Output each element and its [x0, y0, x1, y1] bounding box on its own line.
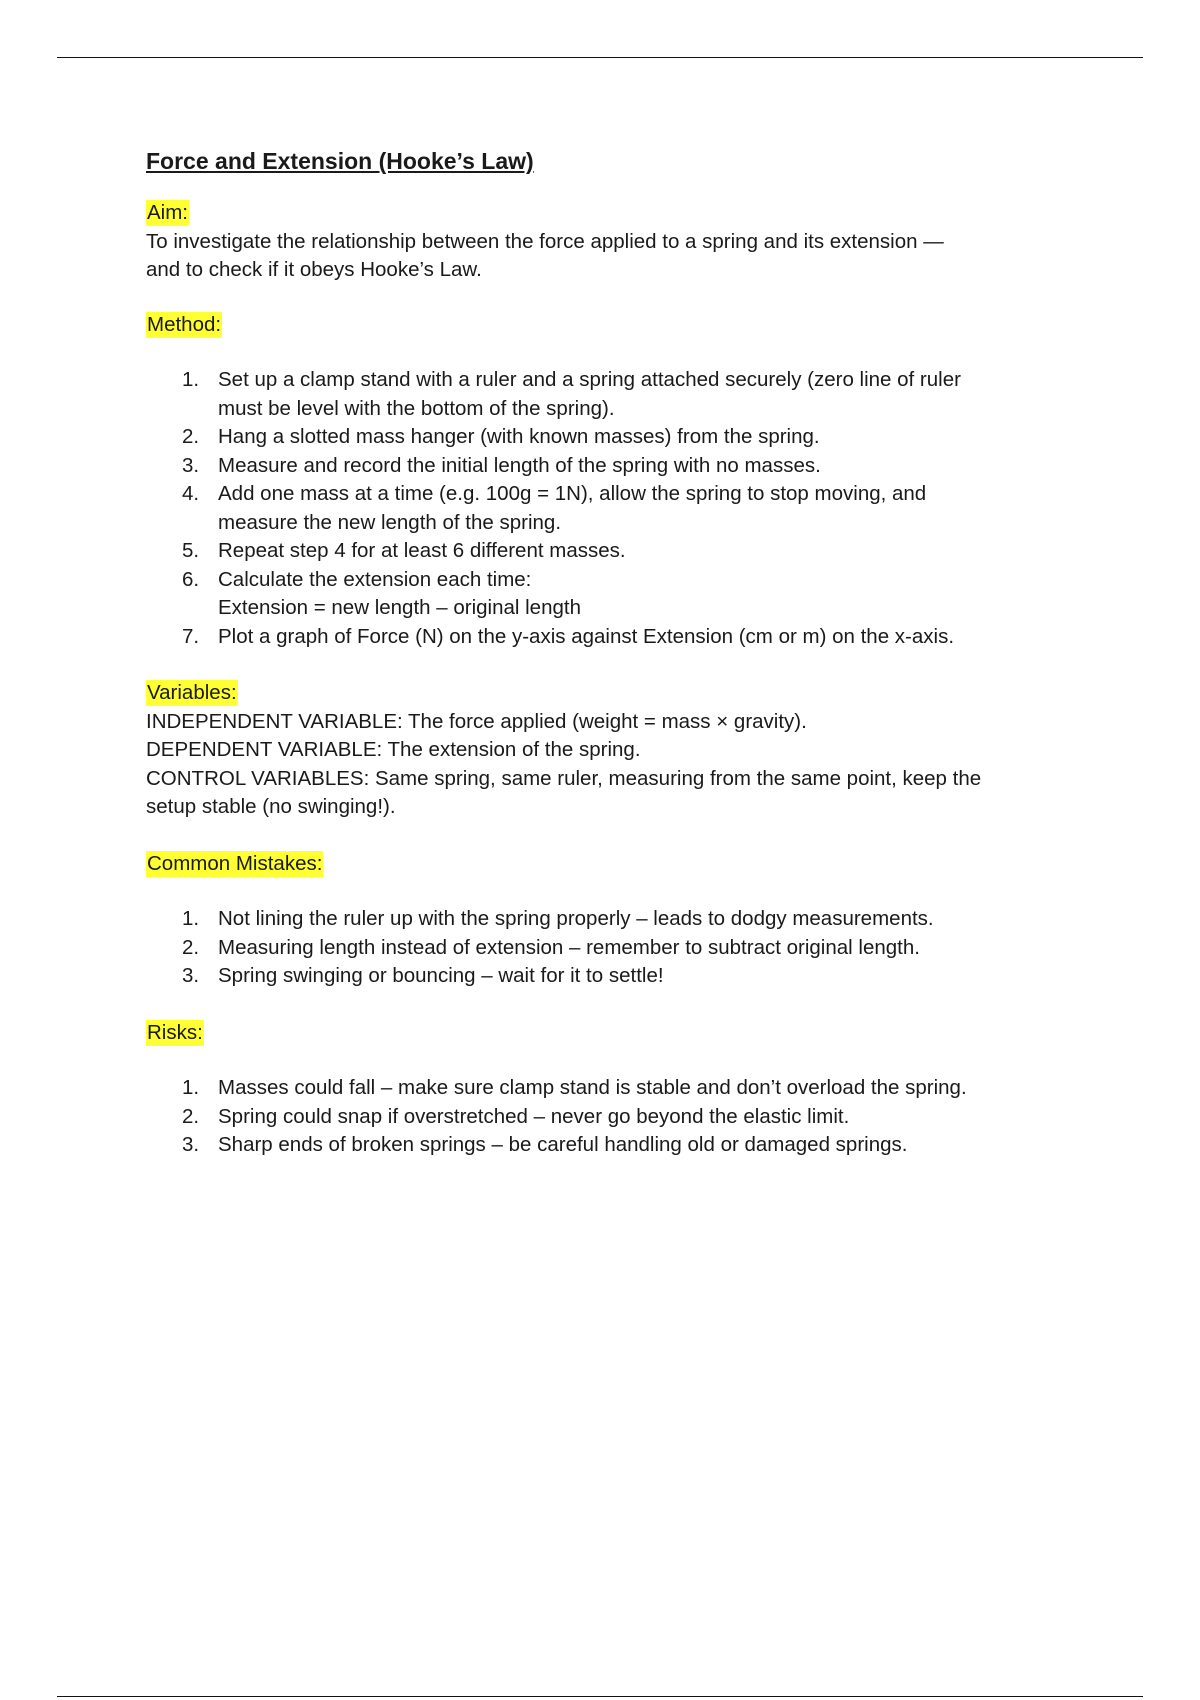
step-text: Repeat step 4 for at least 6 different masses. — [218, 539, 626, 562]
step-text: Hang a slotted mass hanger (with known masses) from the spring. — [218, 425, 820, 448]
item-number: 3. — [182, 964, 200, 987]
step-text: Add one mass at a time (e.g. 100g = 1N), allow the spring to stop moving, and — [218, 482, 927, 505]
list-item — [146, 537, 1046, 566]
step-number: 5. — [182, 539, 200, 562]
list-item — [146, 934, 1046, 963]
document-body — [146, 146, 1046, 1160]
list-item — [146, 1074, 1046, 1103]
risks-list — [146, 1074, 1046, 1160]
method-steps-list — [146, 366, 1046, 651]
item-number: 1. — [182, 1076, 200, 1099]
item-text: Spring swinging or bouncing – wait for it to settle! — [218, 964, 664, 987]
item-text: Masses could fall – make sure clamp stand is stable and don’t overload the spring. — [218, 1076, 967, 1099]
step-text: Set up a clamp stand with a ruler and a spring attached securely (zero line of ruler — [218, 368, 961, 391]
item-number: 2. — [182, 935, 200, 959]
step-text: Calculate the extension each time: — [218, 567, 532, 591]
list-item — [146, 905, 1046, 934]
step-number: 2. — [182, 425, 200, 448]
control-variables-line-2: setup stable (no swinging!). — [146, 795, 396, 818]
aim-text-line-2: and to check if it obeys Hooke’s Law. — [146, 258, 482, 281]
list-item — [146, 480, 1046, 537]
item-text: Not lining the ruler up with the spring properly – leads to dodgy measurements. — [218, 907, 934, 930]
page-title: Force and Extension (Hooke’s Law) — [146, 148, 534, 174]
mistakes-list — [146, 905, 1046, 991]
step-number: 1. — [182, 368, 200, 391]
list-item — [146, 1131, 1046, 1160]
list-item — [146, 366, 1046, 423]
item-number: 1. — [182, 907, 200, 930]
step-text-continued: must be level with the bottom of the spring). — [218, 396, 615, 420]
step-number: 7. — [182, 624, 200, 648]
step-number: 3. — [182, 453, 200, 477]
list-item — [146, 566, 1046, 623]
risks-section — [146, 1019, 1046, 1160]
item-number: 2. — [182, 1104, 200, 1128]
mistakes-section — [146, 850, 1046, 991]
dependent-variable: DEPENDENT VARIABLE: The extension of the spring. — [146, 738, 641, 761]
header-rule — [57, 57, 1143, 58]
control-variables-line-1: CONTROL VARIABLES: Same spring, same ruler, measuring from the same point, keep the — [146, 766, 982, 790]
aim-text-line-1: To investigate the relationship between the force applied to a spring and its extension — — [146, 229, 944, 253]
variables-heading: Variables: — [147, 681, 237, 704]
list-item — [146, 452, 1046, 481]
item-text: Spring could snap if overstretched – never go beyond the elastic limit. — [218, 1104, 850, 1128]
item-number: 3. — [182, 1133, 200, 1156]
aim-section — [146, 199, 1046, 285]
list-item — [146, 423, 1046, 452]
list-item — [146, 623, 1046, 652]
method-section — [146, 311, 1046, 652]
independent-variable: INDEPENDENT VARIABLE: The force applied (weight = mass × gravity). — [146, 709, 807, 733]
list-item — [146, 1103, 1046, 1132]
step-number: 6. — [182, 567, 200, 591]
method-heading: Method: — [147, 312, 222, 336]
mistakes-heading: Common Mistakes: — [147, 851, 323, 875]
footer-rule — [57, 1696, 1143, 1697]
step-text: Measure and record the initial length of the spring with no masses. — [218, 453, 821, 477]
list-item — [146, 962, 1046, 991]
item-text: Sharp ends of broken springs – be careful handling old or damaged springs. — [218, 1133, 908, 1156]
item-text: Measuring length instead of extension – remember to subtract original length. — [218, 935, 920, 959]
risks-heading: Risks: — [147, 1020, 203, 1044]
variables-section — [146, 679, 1046, 822]
step-text-continued: Extension = new length – original length — [218, 596, 581, 619]
step-text: Plot a graph of Force (N) on the y-axis against Extension (cm or m) on the x-axis. — [218, 624, 955, 648]
step-number: 4. — [182, 482, 200, 505]
aim-heading: Aim: — [147, 201, 188, 224]
step-text-continued: measure the new length of the spring. — [218, 510, 562, 534]
